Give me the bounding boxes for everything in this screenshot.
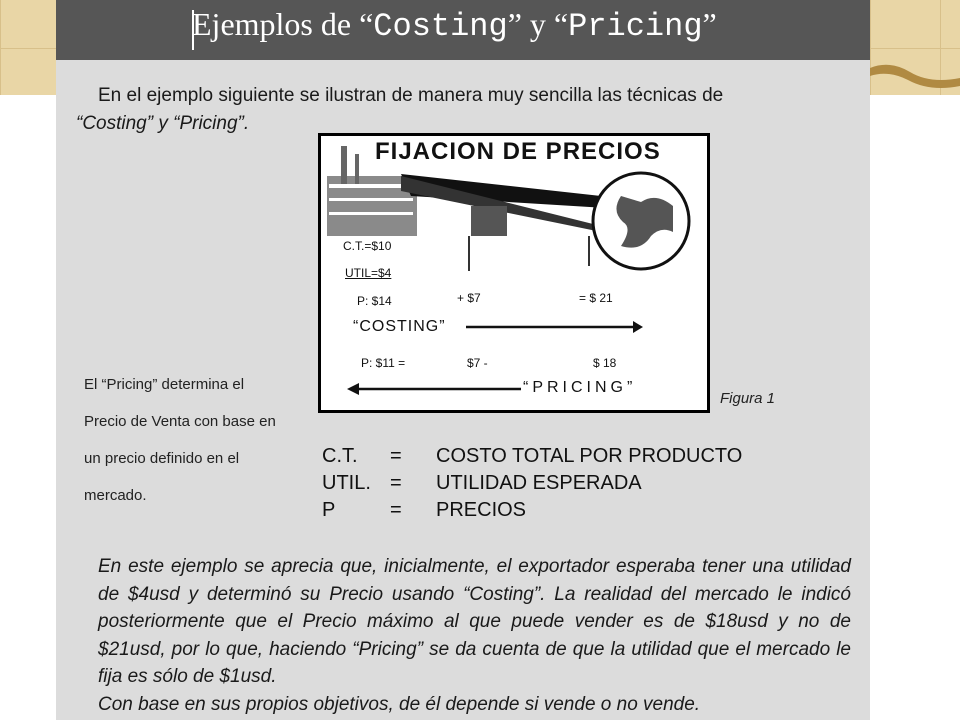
body-paragraph-2: Con base en sus propios objetivos, de él depende si vende o no vende. bbox=[98, 693, 701, 715]
decorative-ribbon bbox=[870, 60, 960, 100]
ship-beam-icon bbox=[401, 174, 621, 271]
legend-equals: = bbox=[390, 445, 402, 467]
page-title bbox=[192, 6, 717, 45]
title-costing: Costing bbox=[373, 8, 508, 45]
figure-util: UTIL=$4 bbox=[345, 266, 392, 280]
legend-definition: PRECIOS bbox=[436, 499, 527, 521]
intro-line: “Costing” y “Pricing”. bbox=[76, 113, 250, 134]
legend-abbr: C.T. bbox=[322, 445, 358, 467]
title-prefix: Ejemplos de “ bbox=[192, 6, 374, 42]
legend-definition: UTILIDAD ESPERADA bbox=[436, 472, 642, 494]
side-note-line: un precio definido en el bbox=[84, 450, 240, 467]
side-note bbox=[84, 366, 284, 514]
figure-pricing-value: $ 18 bbox=[593, 356, 617, 370]
pricing-arrowhead bbox=[347, 383, 359, 395]
title-suffix: ” bbox=[702, 6, 717, 42]
body-paragraph-1: En este ejemplo se aprecia que, inicialmente, el exportador esperaba tener una utilidad de $4usd y determinó su Precio usando “Costing”. La realidad del mercado le indicó posteriormente que el Precio máximo al que puede vender es de $18usd y no de $21usd, por lo que, haciendo “Pricing” se da cuenta de que la utilidad que el mercado le fija es sólo de $1usd. bbox=[98, 556, 851, 687]
title-pricing: Pricing bbox=[568, 8, 703, 45]
body-paragraph bbox=[76, 553, 851, 718]
legend-equals: = bbox=[390, 499, 402, 521]
figure-pricing-value: P: $11 = bbox=[361, 356, 406, 370]
pricing-figure bbox=[318, 133, 710, 413]
legend-abbr: P bbox=[322, 499, 336, 521]
costing-arrowhead bbox=[633, 321, 643, 333]
figure-caption: Figura 1 bbox=[720, 390, 776, 407]
figure-costing-value: P: $14 bbox=[357, 294, 392, 308]
side-note-line: El “Pricing” determina el bbox=[84, 376, 245, 393]
intro-paragraph bbox=[76, 82, 836, 138]
globe-icon bbox=[593, 173, 689, 269]
figure-ct: C.T.=$10 bbox=[343, 239, 392, 253]
figure-heading: FIJACION DE PRECIOS bbox=[375, 138, 661, 165]
figure-pricing-label: “PRICING” bbox=[523, 379, 637, 396]
intro-line: En el ejemplo siguiente se ilustran de manera muy sencilla las técnicas de bbox=[98, 85, 724, 106]
figure-costing-value: + $7 bbox=[457, 291, 481, 305]
legend-abbr: UTIL. bbox=[322, 472, 371, 494]
side-note-line: mercado. bbox=[84, 487, 147, 504]
legend-definition: COSTO TOTAL POR PRODUCTO bbox=[436, 445, 743, 467]
legend-equals: = bbox=[390, 472, 402, 494]
figure-pricing-value: $7 - bbox=[467, 356, 488, 370]
figure-costing-label: “COSTING” bbox=[353, 318, 446, 335]
side-note-line: Precio de Venta con base en bbox=[84, 413, 276, 430]
figure-costing-value: = $ 21 bbox=[579, 291, 613, 305]
title-middle: ” y “ bbox=[507, 6, 569, 42]
